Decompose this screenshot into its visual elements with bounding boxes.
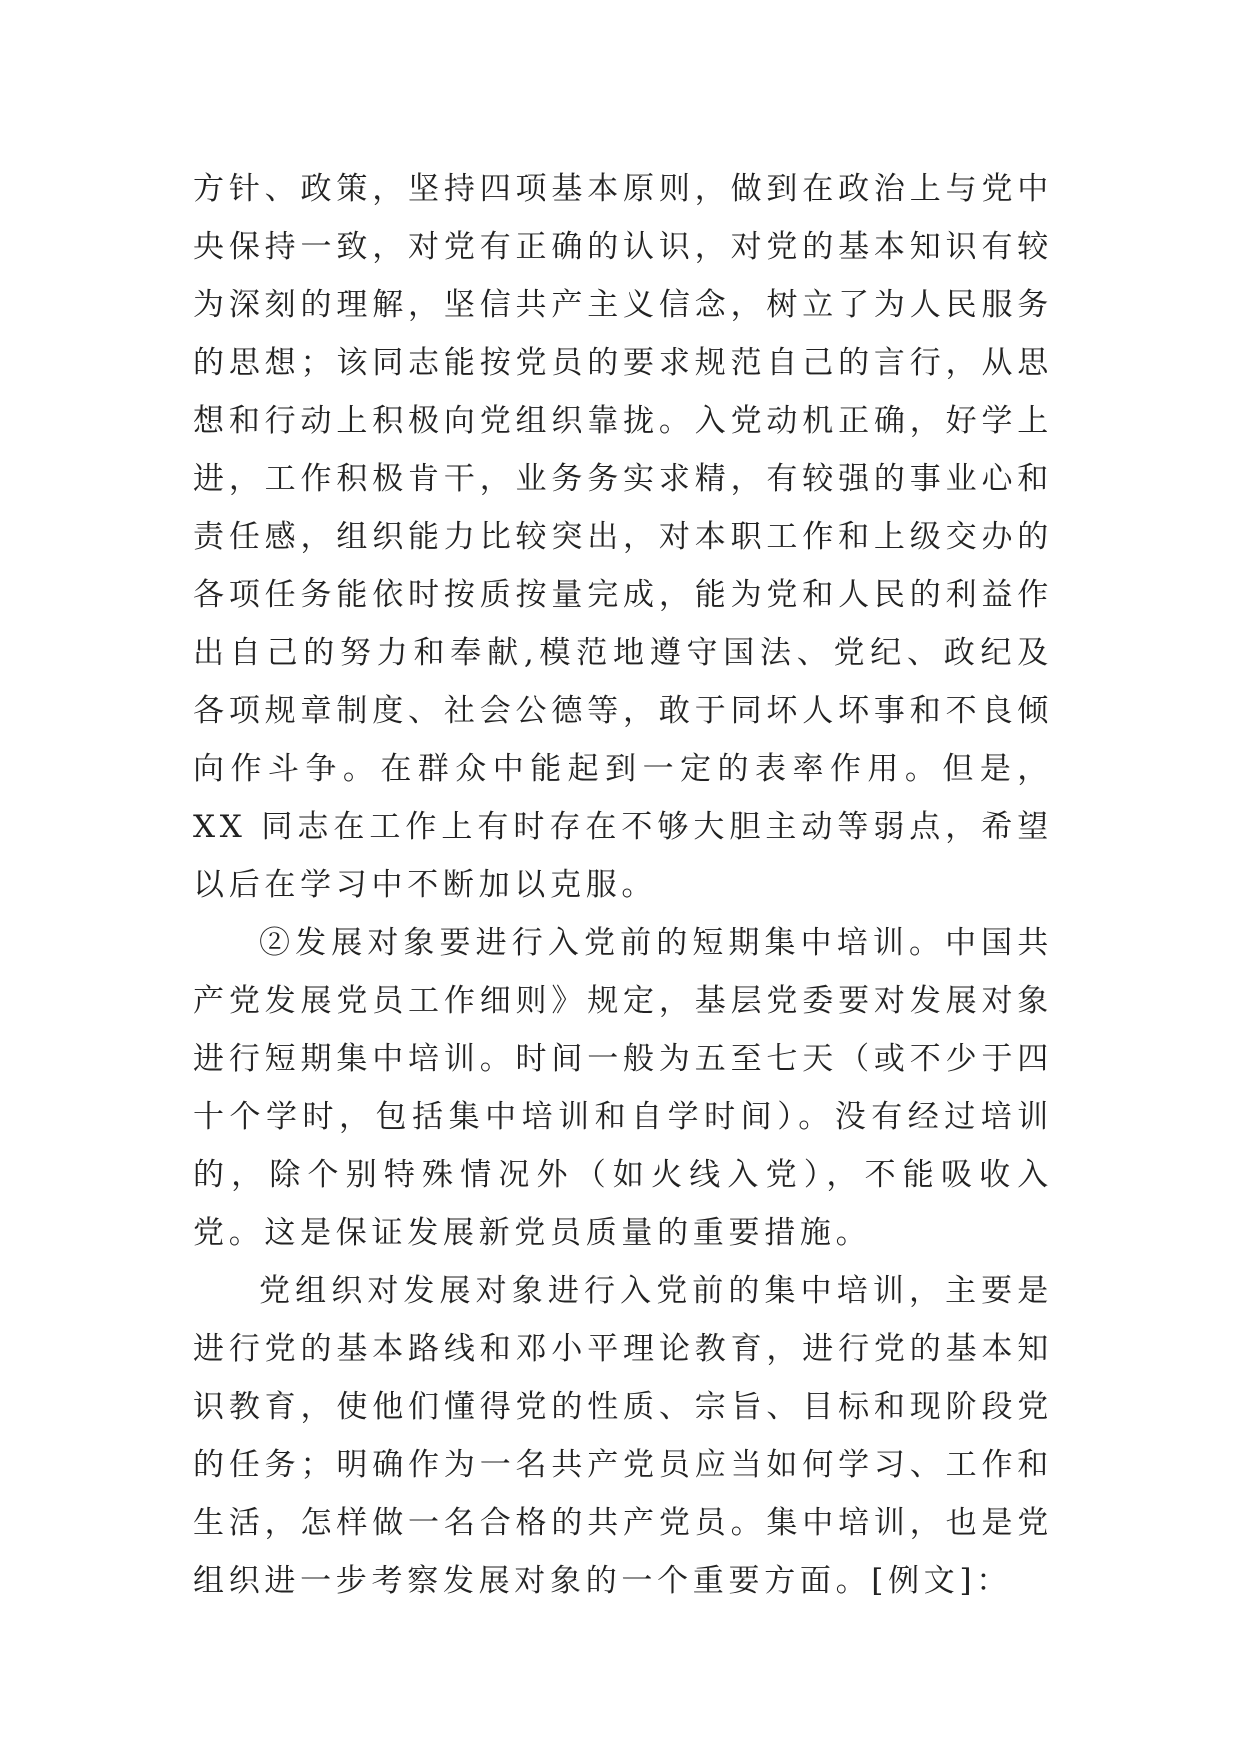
paragraph-training-requirement: ②发展对象要进行入党前的短期集中培训。中国共产党发展党员工作细则》规定，基层党委要对发展对象进行短期集中培训。时间一般为五至七天（或不少于四十个学时，包括集中培训和自学时间）。没有经过培训的，除个别特殊情况外（如火线入党），不能吸收入党。这是保证发展新党员质量的重要措施。 (193, 925, 1053, 1251)
document-body (193, 160, 1053, 1610)
paragraph-training-content: 党组织对发展对象进行入党前的集中培训，主要是进行党的基本路线和邓小平理论教育，进行党的基本知识教育，使他们懂得党的性质、宗旨、目标和现阶段党的任务；明确作为一名共产党员应当如何学习、工作和生活，怎样做一名合格的共产党员。集中培训，也是党组织进一步考察发展对象的一个重要方面。[例文]： (193, 1273, 1053, 1599)
paragraph-evaluation: 方针、政策，坚持四项基本原则，做到在政治上与党中央保持一致，对党有正确的认识，对党的基本知识有较为深刻的理解，坚信共产主义信念，树立了为人民服务的思想；该同志能按党员的要求规范自己的言行，从思想和行动上积极向党组织靠拢。入党动机正确，好学上进，工作积极肯干，业务务实求精，有较强的事业心和责任感，组织能力比较突出，对本职工作和上级交办的各项任务能依时按质按量完成，能为党和人民的利益作出自己的努力和奉献,模范地遵守国法、党纪、政纪及各项规章制度、社会公德等，敢于同坏人坏事和不良倾向作斗争。在群众中能起到一定的表率作用。但是，XX 同志在工作上有时存在不够大胆主动等弱点，希望以后在学习中不断加以克服。 (193, 171, 1053, 903)
